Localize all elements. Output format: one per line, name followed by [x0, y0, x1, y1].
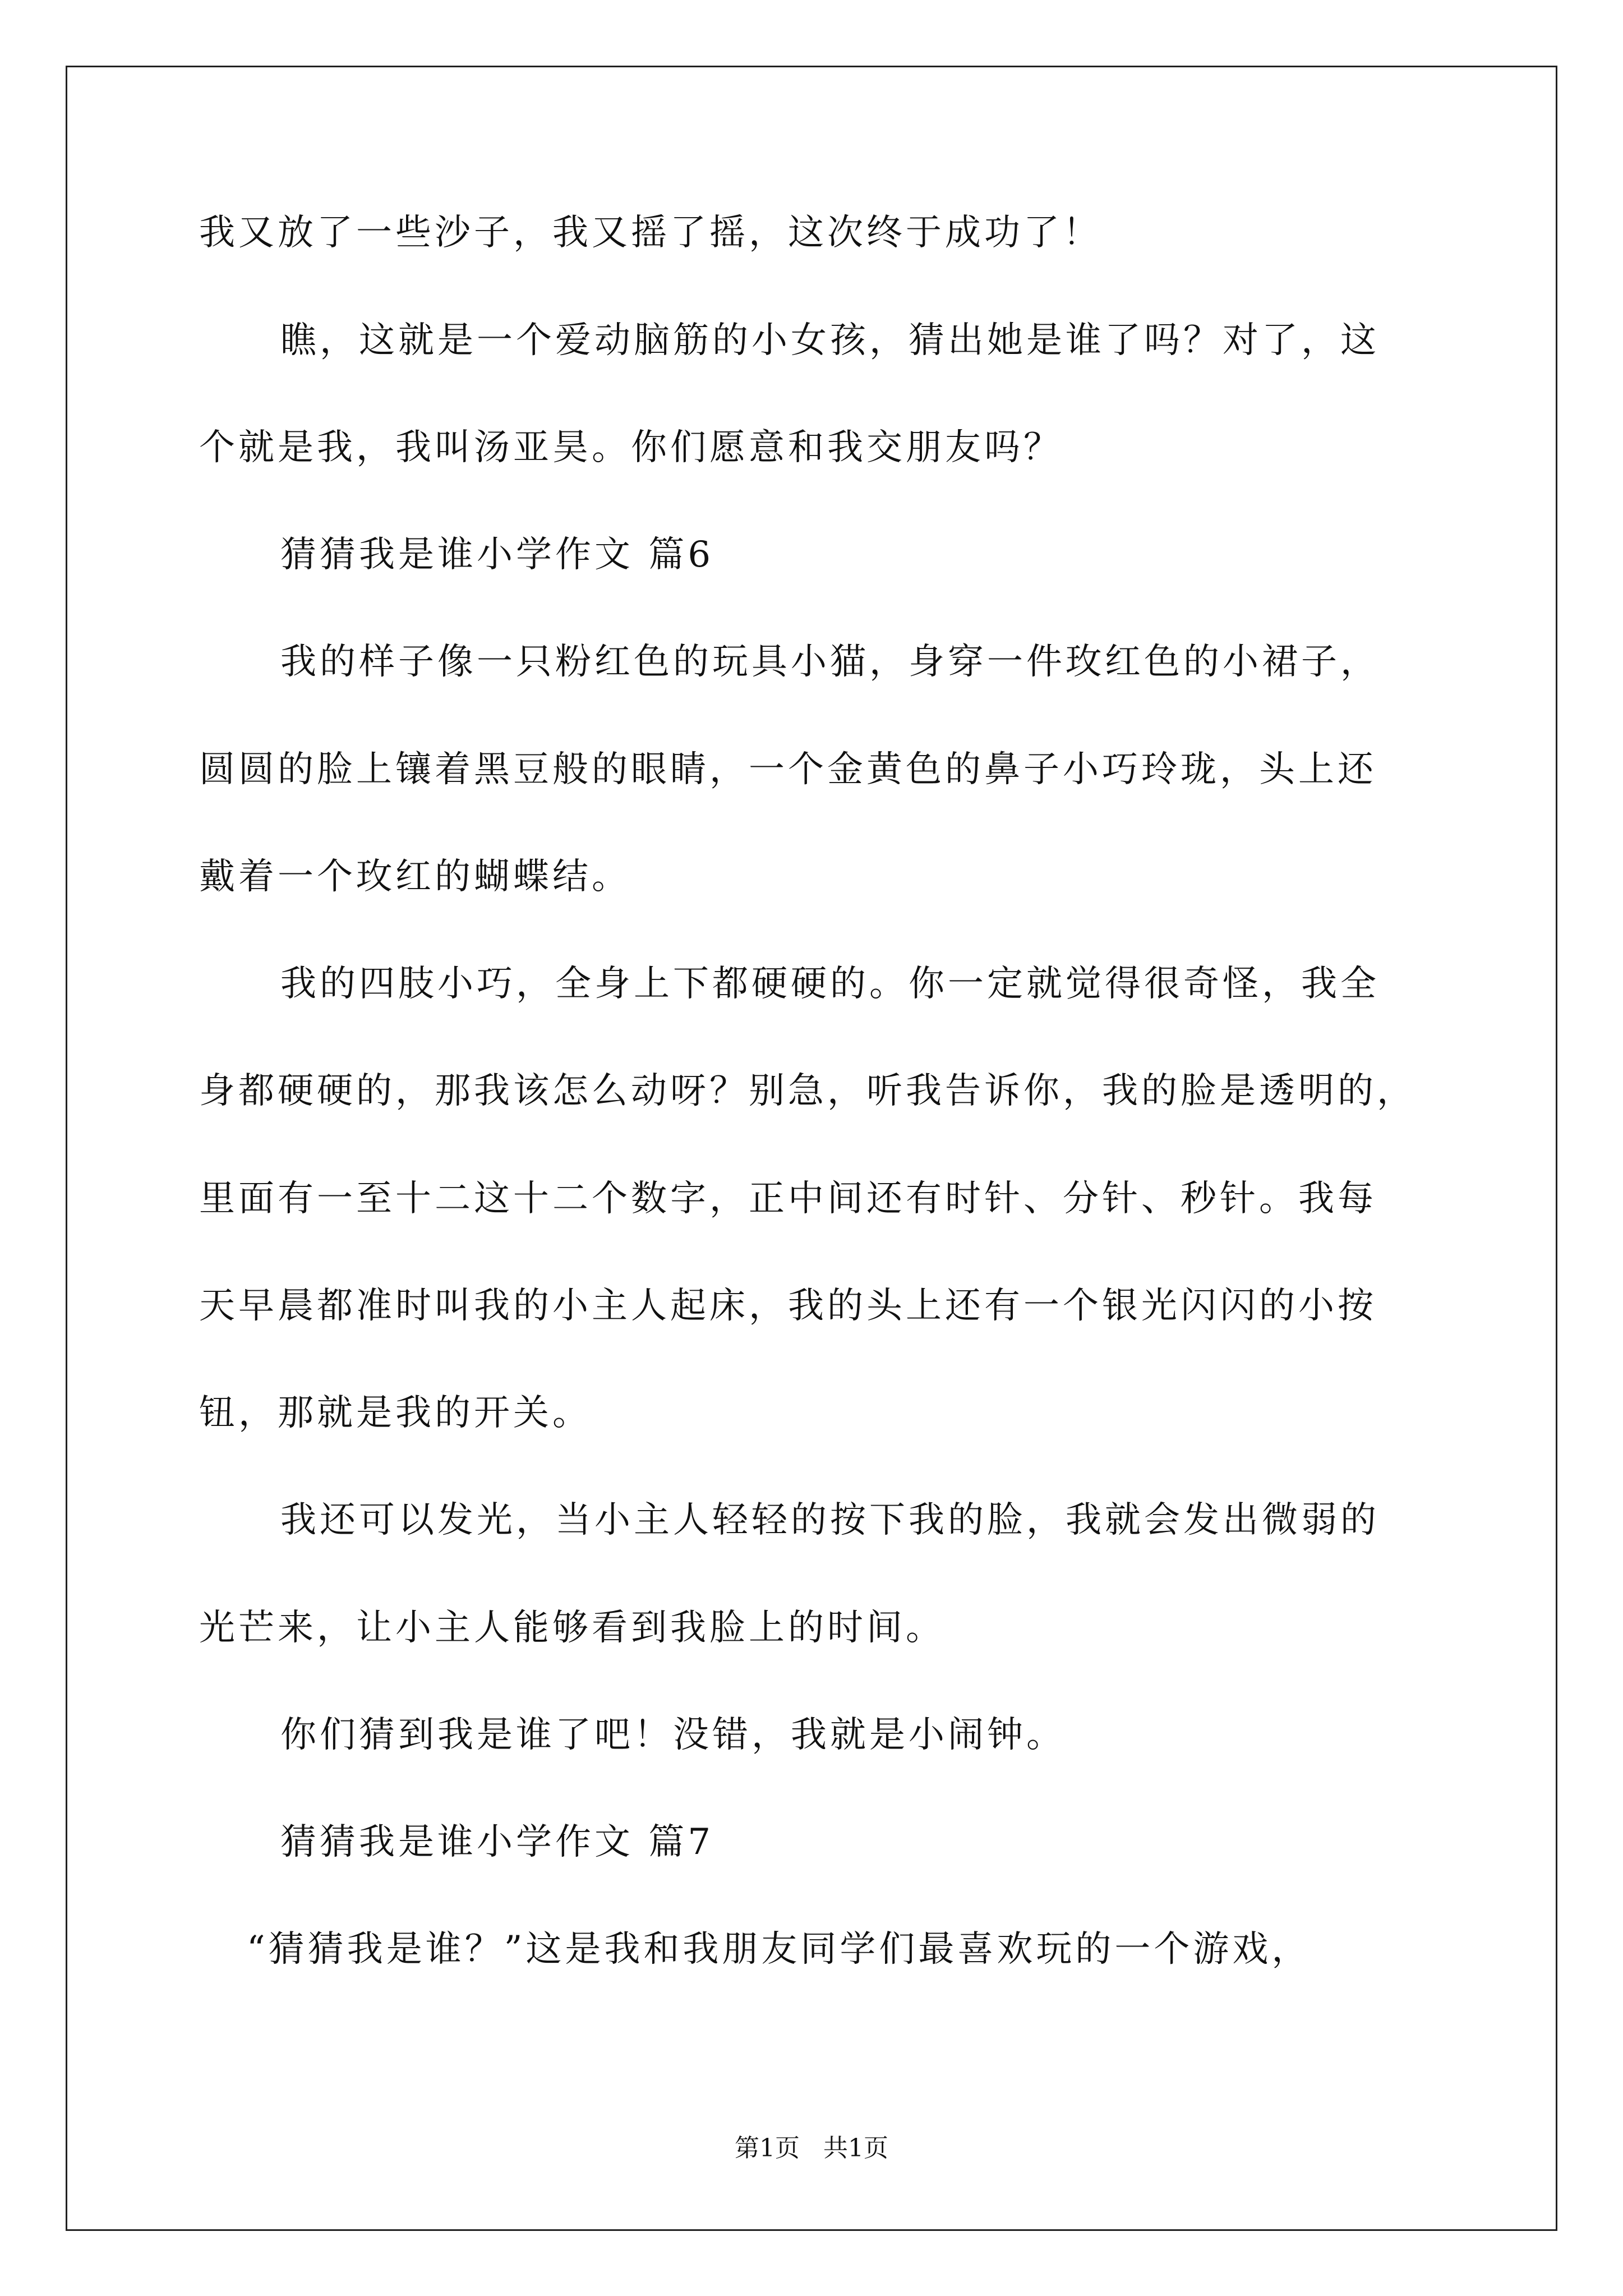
text-line-6: 圆圆的脸上镶着黑豆般的眼睛，一个金黄色的鼻子小巧玲珑，头上还 [199, 749, 1377, 790]
text-line-13: 我还可以发光，当小主人轻轻的按下我的脸，我就会发出微弱的 [280, 1499, 1380, 1541]
page-number-footer: 第1页 共1页 [735, 2134, 888, 2162]
text-line-10: 里面有一至十二这十二个数字，正中间还有时针、分针、秒针。我每 [199, 1178, 1377, 1220]
page-border [66, 66, 1557, 2231]
text-line-9: 身都硬硬的，那我该怎么动呀？别急，听我告诉你，我的脸是透明的， [199, 1070, 1416, 1112]
text-line-12: 钮，那就是我的开关。 [199, 1392, 592, 1434]
text-line-3: 个就是我，我叫汤亚昊。你们愿意和我交朋友吗？ [199, 427, 1063, 468]
text-line-2: 瞧，这就是一个爱动脑筋的小女孩，猜出她是谁了吗？对了，这 [280, 320, 1380, 361]
section-heading-7: 猜猜我是谁小学作文 篇7 [280, 1821, 714, 1863]
text-line-8: 我的四肢小巧，全身上下都硬硬的。你一定就觉得很奇怪，我全 [280, 963, 1380, 1005]
text-line-1: 我又放了一些沙子，我又摇了摇，这次终于成功了！ [199, 212, 1102, 254]
text-line-17: “猜猜我是谁？”这是我和我朋友同学们最喜欢玩的一个游戏， [247, 1929, 1311, 1970]
section-heading-6: 猜猜我是谁小学作文 篇6 [280, 534, 714, 576]
text-line-7: 戴着一个玫红的蝴蝶结。 [199, 856, 631, 898]
text-line-11: 天早晨都准时叫我的小主人起床，我的头上还有一个银光闪闪的小按 [199, 1285, 1377, 1327]
text-line-14: 光芒来，让小主人能够看到我脸上的时间。 [199, 1607, 945, 1649]
text-line-15: 你们猜到我是谁了吧！没错，我就是小闹钟。 [280, 1714, 1066, 1756]
text-line-5: 我的样子像一只粉红色的玩具小猫，身穿一件玫红色的小裙子， [280, 641, 1380, 683]
